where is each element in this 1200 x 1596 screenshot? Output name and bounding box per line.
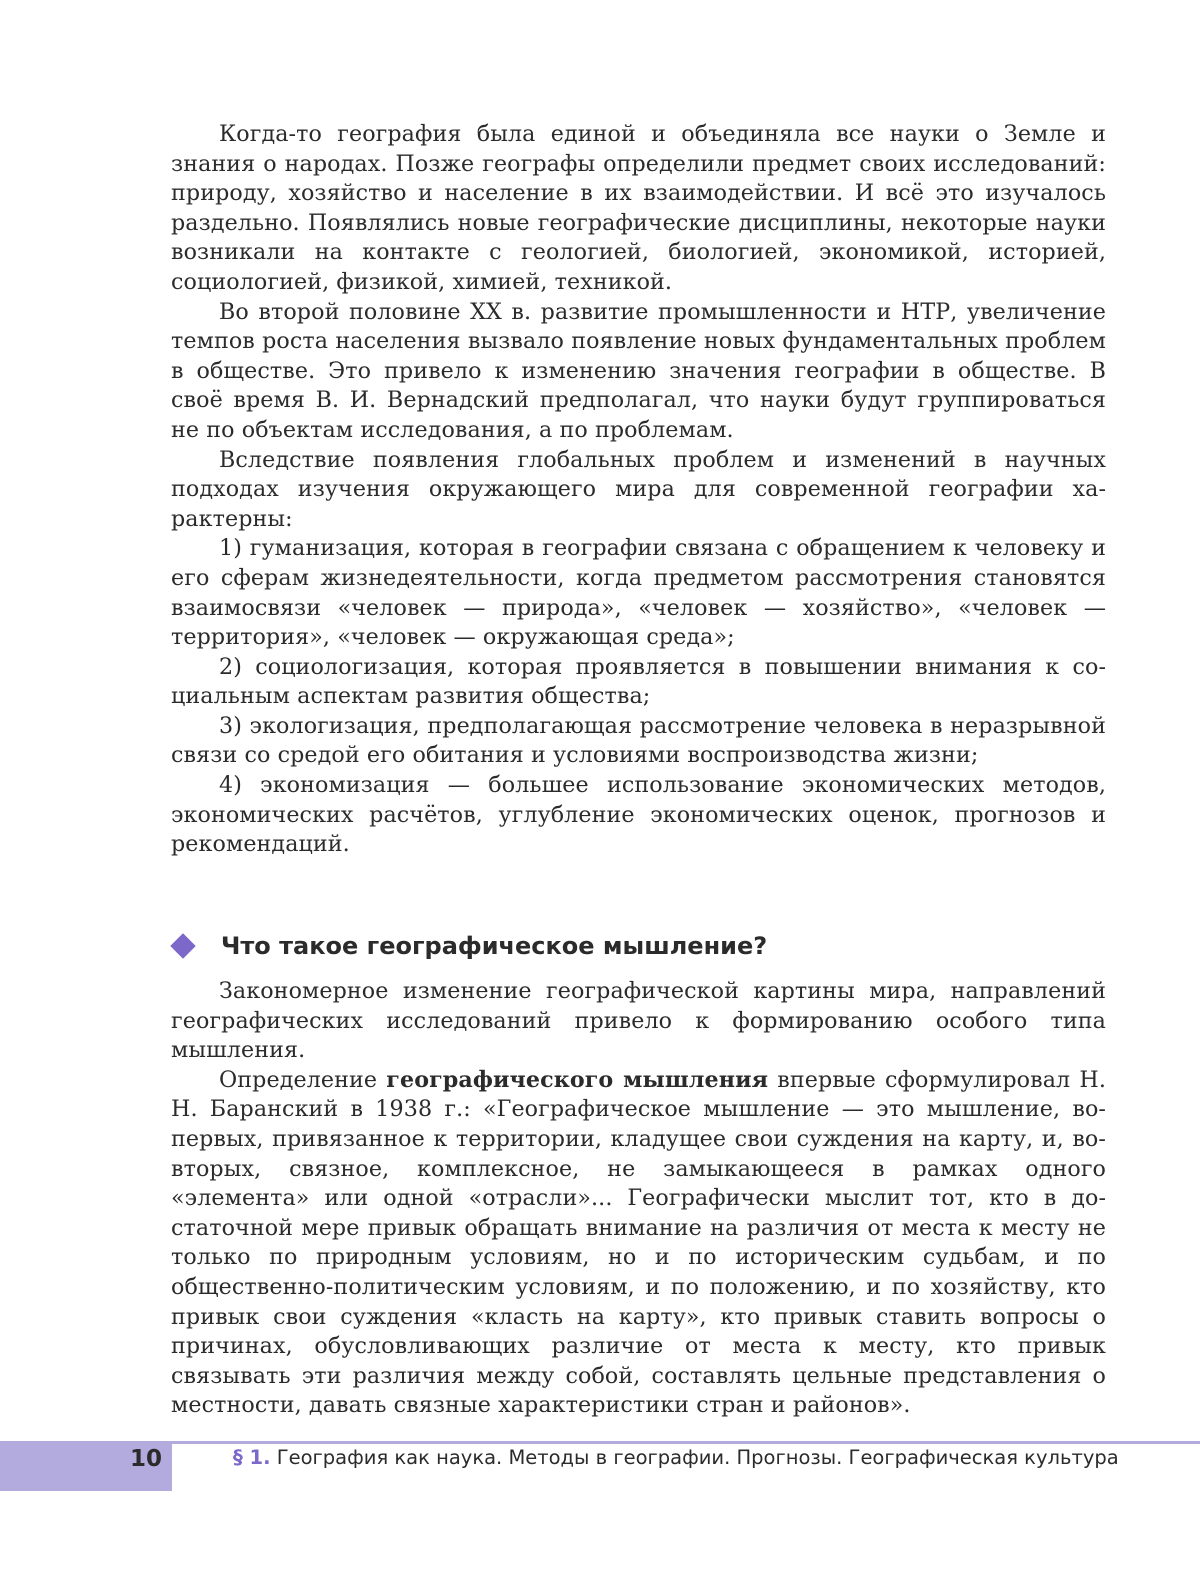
term-bold: географического мышления — [386, 1066, 769, 1093]
paragraph-rest: впервые сформулировал Н. Н. Баранский в 1938 г.: «Географическое мышление — это мышление, во-первых, привязанное к территории, кладущее свои суждения на карту, и, во-вторых, связное, комплексное, не замыкающееся в рамках одного «элемента» или одной «отрасли»... Географически мыслит тот, кто в достаточной мере привык обращать внимание на различия от места к месту не только по природным условиям, но и по историческим судьбам, и по общественно-политическим условиям, и по положению, и по хозяйству, кто привык свои суждения «класть на карту», кто привык ставить вопросы о причинах, обусловливающих различие от места к месту, кто привык связывать эти различия между собой, составлять цельные представления о местности, давать связные характеристики стран и районов». — [171, 1066, 1106, 1419]
paragraph: Вследствие появления глобальных проблем и изменений в научных подходах изучения окружающего мира для современной географии характерны: — [171, 446, 1106, 532]
diamond-bullet-icon — [170, 933, 195, 958]
section-1-text — [171, 120, 1106, 860]
section-mark: § 1. — [233, 1446, 271, 1469]
paragraph: Закономерное изменение географической картины мира, направлений географических исследований привело к формированию особого типа мышления. — [171, 978, 1106, 1064]
paragraph — [171, 1066, 1106, 1421]
page-number: 10 — [130, 1446, 163, 1472]
running-head — [233, 1444, 1119, 1472]
paragraph: Во второй половине XX в. развитие промышленности и НТР, увеличение темпов роста населения вызвало появление новых фундаментальных проблем в обществе. Это привело к изменению значения географии в обществе. В своё время В. И. Вернадский предполагал, что науки будут группироваться не по объектам исследования, а по проблемам. — [171, 298, 1106, 443]
paragraph: Когда-то география была единой и объединяла все науки о Земле и знания о народах. Позже географы определили предмет своих исследований: природу, хозяйство и население в их взаимодействии. И всё это изучалось раздельно. Появлялись новые географические дисциплины, некоторые науки возникали на контакте с геологией, биологией, экономикой, историей, социологией, физикой, химией, техникой. — [171, 121, 1106, 295]
section-heading — [171, 930, 767, 962]
paragraph-start: Определение — [219, 1066, 387, 1093]
section-2-text — [171, 977, 1106, 1421]
list-item: 2) социологизация, которая проявляется в повышении внимания к социальным аспектам развития общества; — [171, 653, 1106, 710]
running-title: География как наука. Методы в географии. Прогнозы. Географическая культура — [270, 1446, 1119, 1469]
list-item: 1) гуманизация, которая в географии связана с обращением к человеку и его сферам жизнедеятельности, когда предметом рассмотрения становятся взаимосвязи «человек — природа», «человек — хозяйство», «человек — территория», «человек — окружающая среда»; — [171, 535, 1106, 651]
section-heading-text: Что такое географическое мышление? — [221, 932, 768, 960]
list-item: 4) экономизация — большее использование экономических методов, экономических расчётов, углубление экономических оценок, прогнозов и рекомендаций. — [171, 772, 1106, 858]
list-item: 3) экологизация, предполагающая рассмотрение человека в неразрывной связи со средой его обитания и условиями воспроизводства жизни; — [171, 712, 1106, 769]
